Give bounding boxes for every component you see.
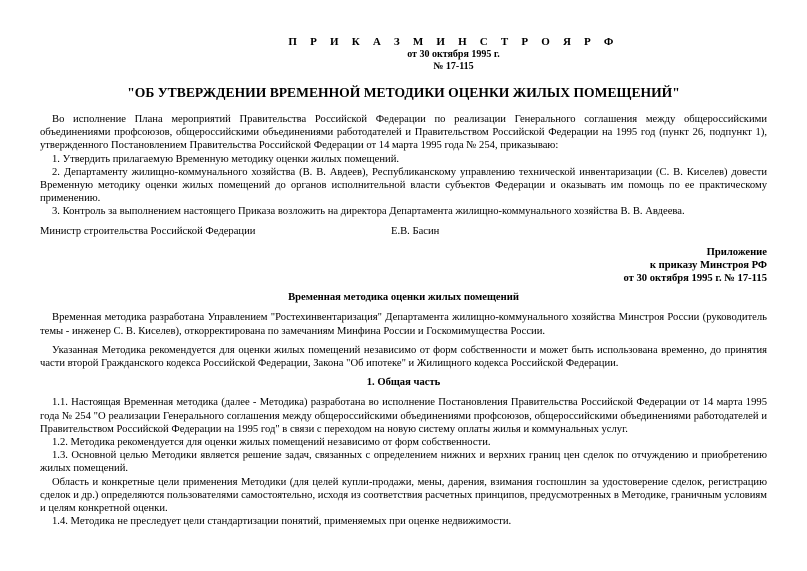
- section-1-paragraph-4: Область и конкретные цели применения Методики (для целей купли-продажи, мены, дарения, взимания госпошлин за удостоверение сделок, регистрацию сделок и др.) определяются пользователями самостоятельно, исходя из соответствия расчетных принципов, предусмотренных в Методике, граничным условиям и целям конкретной оценки.: [40, 476, 767, 515]
- appendix-reference: к приказу Минстроя РФ: [649, 259, 767, 271]
- section-1-paragraph-5: 1.4. Методика не преследует цели стандартизации понятий, применяемых при оценке недвижимости.: [52, 516, 512, 528]
- document-page: [40, 0, 767, 528]
- section-1-paragraph-1: 1.1. Настоящая Временная методика (далее - Методика) разработана во исполнение Постановления Правительства Российской Федерации от 14 марта 1995 года № 254 "О реализации Генерального соглашения между общероссийскими объединениями профсоюзов, общероссийскими объединениями работодателей и Правительством Российской Федерации на 1995 год" в связи с переходом на новую систему оплаты жилья и коммунальных услуг.: [40, 397, 767, 435]
- section-1-paragraph-2: 1.2. Методика рекомендуется для оценки жилых помещений независимо от форм собственности.: [52, 437, 491, 449]
- signature-block: [40, 225, 767, 239]
- appendix-label: Приложение: [706, 246, 767, 258]
- appendix-date-number: от 30 октября 1995 г. № 17-115: [623, 273, 767, 285]
- order-item-1: 1. Утвердить прилагаемую Временную методику оценки жилых помещений.: [52, 153, 400, 165]
- preamble-paragraph: Во исполнение Плана мероприятий Правительства Российской Федерации по реализации Генерального соглашения между общероссийскими объединениями профсоюзов, общероссийскими объединениями работодателей и Правительством Российской Федерации на 1995 год (пункт 26, подпункт 1), утвержденного Постановлением Правительства Российской Федерации от 14 марта 1995 года № 254, приказываю:: [40, 114, 767, 152]
- intro-paragraph-1: Временная методика разработана Управлением "Ростехинвентаризация" Департамента жилищно-коммунального хозяйства Минстроя России (руководитель темы - инженер С. В. Киселев), откорректирована по замечаниям Минфина России и Госкомимущества России.: [40, 312, 767, 337]
- intro-paragraph-2: Указанная Методика рекомендуется для оценки жилых помещений независимо от форм собственности и может быть использована временно, до принятия части второй Гражданского кодекса Российской Федерации, Закона "Об ипотеке" и Жилищного кодекса Российской Федерации.: [40, 344, 767, 370]
- signatory-position: Министр строительства Российской Федерации: [40, 225, 256, 237]
- appendix-block: [40, 246, 767, 286]
- document-title: "ОБ УТВЕРЖДЕНИИ ВРЕМЕННОЙ МЕТОДИКИ ОЦЕНКИ ЖИЛЫХ ПОМЕЩЕНИЙ": [127, 85, 680, 100]
- order-number: № 17-115: [433, 61, 474, 72]
- order-item-2: 2. Департаменту жилищно-коммунального хозяйства (В. В. Авдеев), Республиканскому управлению технической инвентаризации (С. В. Киселев) довести Временную методику оценки жилых помещений до органов исполнительной власти субъектов Федерации и оказывать им помощь по ее практическому применению.: [40, 166, 767, 205]
- order-heading: П Р И К А З М И Н С Т Р О Я Р Ф: [288, 36, 619, 48]
- order-header: [140, 0, 767, 73]
- signatory-name: Е.В. Басин: [391, 225, 440, 237]
- section-1-title: 1. Общая часть: [366, 377, 441, 389]
- method-title: Временная методика оценки жилых помещений: [288, 292, 519, 304]
- section-1-paragraph-3: 1.3. Основной целью Методики является решение задач, связанных с определением нижних и верхних границ цен сделок по отчуждению и приобретению жилых помещений.: [40, 450, 767, 475]
- order-item-3: 3. Контроль за выполнением настоящего Приказа возложить на директора Департамента жилищно-коммунального хозяйства В. В. Авдеева.: [52, 206, 685, 218]
- order-date: от 30 октября 1995 г.: [407, 49, 500, 60]
